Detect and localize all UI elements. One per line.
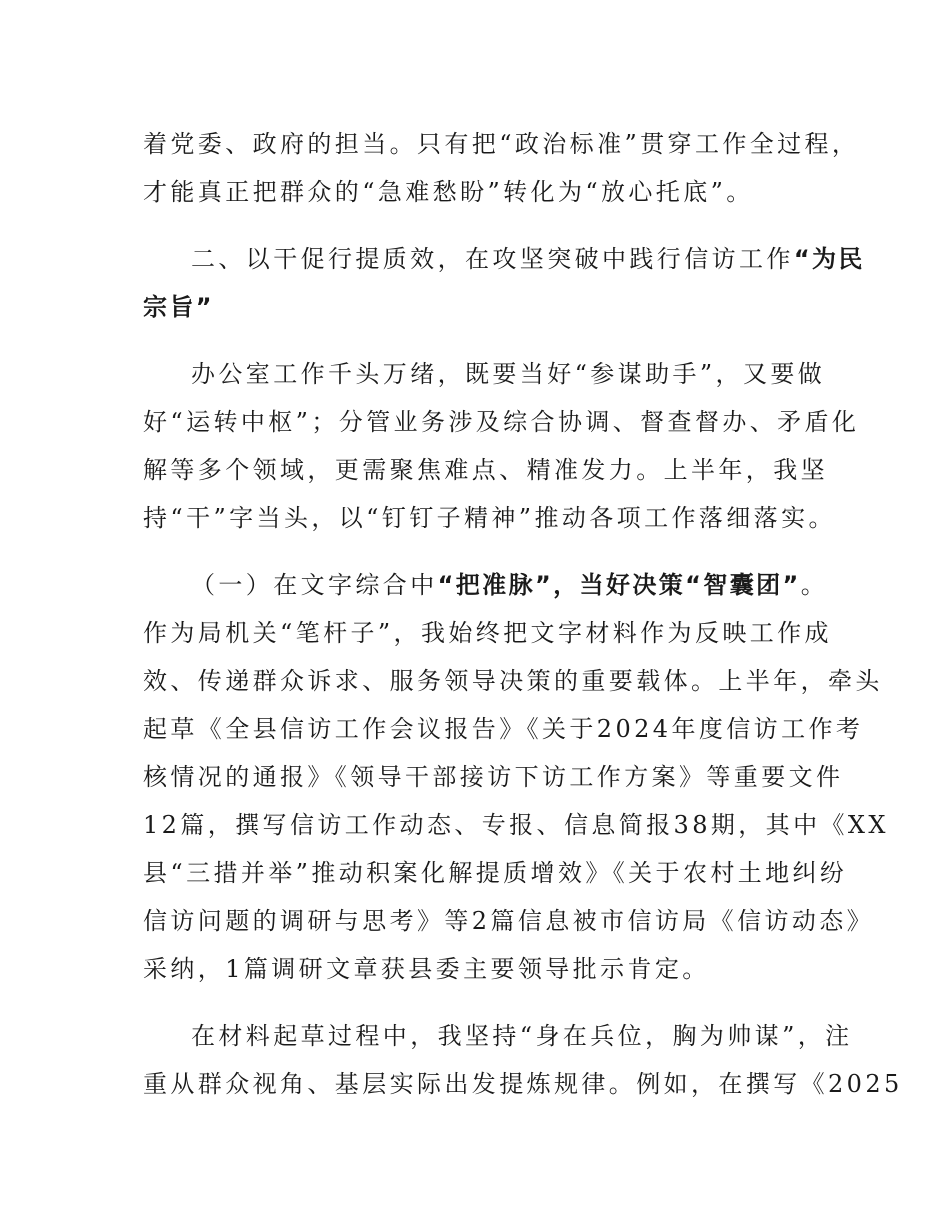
paragraph-line: 信访问题的调研与思考》等2篇信息被市信访局《信访动态》 (143, 907, 875, 935)
paragraph-line: 解等多个领域，更需聚焦难点、精准发力。上半年，我坚 (143, 456, 828, 484)
paragraph-line: 持“干”字当头，以“钉钉子精神”推动各项工作落细落实。 (143, 504, 836, 532)
paragraph-line: 在材料起草过程中，我坚持“身在兵位，胸为帅谋”，注 (191, 1022, 853, 1050)
heading-bold-text: “为民 (793, 245, 865, 273)
paragraph-line: 作为局机关“笔杆子”，我始终把文字材料作为反映工作成 (143, 619, 832, 647)
paragraph-line: 核情况的通报》《领导干部接访下访工作方案》等重要文件 (143, 763, 844, 791)
paragraph-line: 办公室工作千头万绪，既要当好“参谋助手”，又要做 (191, 360, 826, 388)
subheading-line (191, 568, 881, 602)
paragraph-line: 重从群众视角、基层实际出发提炼规律。例如，在撰写《2025 (143, 1070, 903, 1098)
heading-text: 二、以干促行提质效，在攻坚突破中践行信访工作 (191, 245, 794, 273)
paragraph-line: 起草《全县信访工作会议报告》《关于2024年度信访工作考 (143, 715, 864, 743)
section-heading-line (191, 242, 881, 276)
paragraph-line: 采纳，1篇调研文章获县委主要领导批示肯定。 (143, 955, 710, 983)
paragraph-line: 12篇，撰写信访工作动态、专报、信息简报38期，其中《XX (143, 811, 889, 839)
paragraph-line: 好“运转中枢”；分管业务涉及综合协调、督查督办、矛盾化 (143, 408, 860, 436)
paragraph-line: 效、传递群众诉求、服务领导决策的重要载体。上半年，牵头 (143, 667, 883, 695)
subheading-end: 。 (800, 571, 829, 599)
section-heading-line: 宗旨” (143, 293, 214, 321)
paragraph-line: 才能真正把群众的“急难愁盼”转化为“放心托底”。 (143, 178, 754, 206)
subheading-text: （一）在文字综合中 (191, 571, 438, 599)
paragraph-line: 着党委、政府的担当。只有把“政治标准”贯穿工作全过程， (143, 130, 860, 158)
subheading-bold-text: “把准脉”，当好决策“智囊团” (437, 571, 801, 599)
paragraph-line: 县“三措并举”推动积案化解提质增效》《关于农村土地纠纷 (143, 859, 848, 887)
